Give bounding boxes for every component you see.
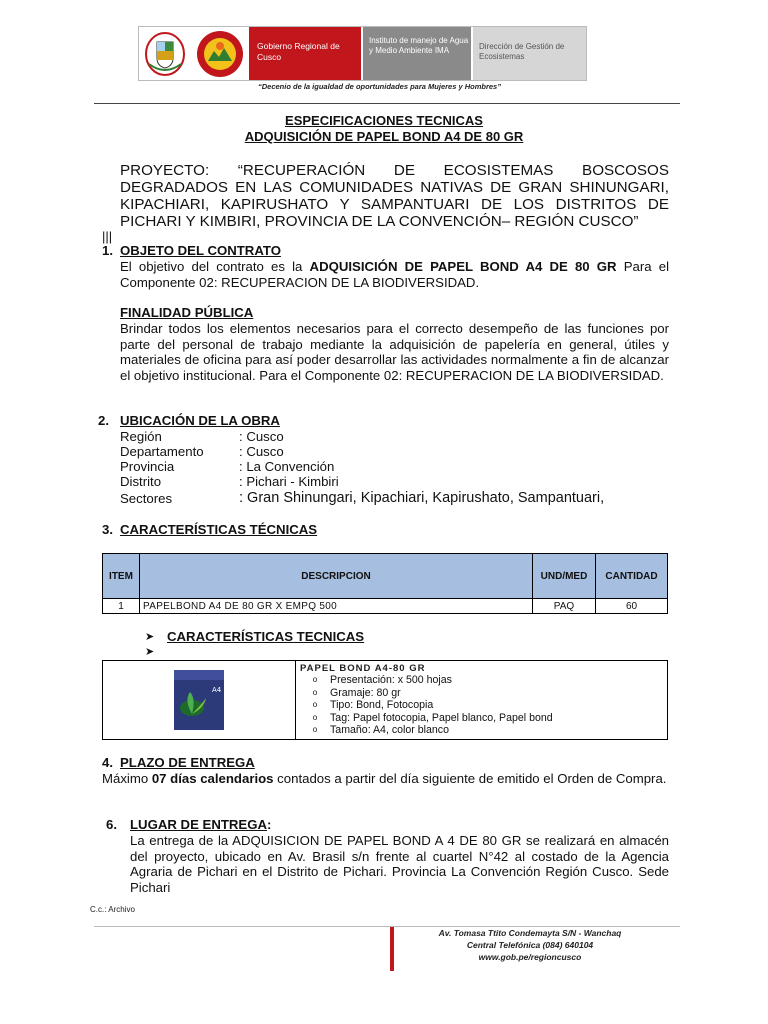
table-header-row (103, 554, 668, 599)
table-cell: PAPELBOND A4 DE 80 GR X EMPQ 500 (140, 599, 533, 614)
location-label: Provincia (120, 459, 175, 474)
bullet-icon: o (312, 700, 318, 709)
location-value: : La Convención (239, 459, 335, 474)
motto: “Decenio de la igualdad de oportunidades para Mujeres y Hombres” (258, 82, 501, 91)
sub-characteristics-title: CARACTERÍSTICAS TECNICAS (167, 629, 365, 644)
doc-title: ESPECIFICACIONES TECNICAS (285, 113, 483, 128)
bullet-icon: o (312, 687, 318, 697)
table-cell: PAQ (533, 599, 596, 614)
location-label: Distrito (120, 474, 162, 489)
finalidad-text: Brindar todos los elementos necesarios para el correcto desempeño de las funciones por parte del personal de trabajo mediante la adquisición de papelería en general, útiles y materiales de oficina para así poder desarrollar las actividades normalmente a fin de alcanzar el objetivo institucional. Para el Componente 02: RECUPERACION DE LA BIODIVERSIDAD. (120, 321, 669, 383)
section-1-title: OBJETO DEL CONTRATO (120, 243, 281, 258)
list-item: o Tipo: Bond, Fotocopia (300, 699, 667, 712)
product-specs (296, 661, 667, 739)
footer-address: Av. Tomasa Ttito Condemayta S/N - Wanchaq (438, 928, 622, 938)
header-divider (94, 103, 680, 104)
list-item: o Tamaño: A4, color blanco (300, 724, 667, 737)
location-value: : Pichari - Kimbiri (239, 474, 339, 489)
finalidad-title: FINALIDAD PÚBLICA (120, 305, 254, 320)
bullet-icon: o (312, 675, 318, 684)
direction-label: Dirección de Gestión de Ecosistemas (471, 27, 586, 80)
arrow-bullet-icon: ➤ (145, 646, 155, 658)
header-banner (138, 26, 587, 81)
section-4-number: 4. (102, 755, 113, 770)
table-header-cell: UND/MED (533, 554, 596, 599)
footer-web: www.gob.pe/regioncusco (478, 952, 582, 962)
list-item: o Presentación: x 500 hojas (300, 674, 667, 687)
section-2-title: UBICACIÓN DE LA OBRA (120, 413, 280, 428)
location-label: Región (120, 429, 162, 444)
location-value: : Cusco (239, 429, 284, 444)
table-header-cell: ITEM (103, 554, 140, 599)
project-statement: PROYECTO: “RECUPERACIÓN DE ECOSISTEMAS BOSCOSOS DEGRADADOS EN LAS COMUNIDADES NATIVAS DE GRAN SHINUNGARI, KIPACHIARI, KAPIRUSHATO Y SAMPANTUARI DE LOS DISTRITOS DE PICHARI Y KIMBIRI, PROVINCIA DE LA CONVENCIÓN– REGIÓN CUSCO” (120, 162, 669, 230)
arrow-bullet-icon: ➤ (145, 631, 155, 643)
table-row (103, 599, 668, 614)
location-label: Sectores (120, 491, 173, 506)
table-header-cell: DESCRIPCION (140, 554, 533, 599)
doc-subtitle: ADQUISICIÓN DE PAPEL BOND A4 DE 80 GR (244, 129, 524, 144)
peru-coat-of-arms-logo (139, 27, 191, 80)
section-2-number: 2. (98, 413, 109, 428)
gobierno-regional-label: Gobierno Regional de Cusco (249, 27, 361, 80)
institute-label: Instituto de manejo de Agua y Medio Ambiente IMA (361, 27, 471, 80)
section-3-number: 3. (102, 522, 113, 537)
table-header-cell: CANTIDAD (596, 554, 668, 599)
items-table (102, 553, 668, 614)
section-1-text: El objetivo del contrato es la ADQUISICIÓN DE PAPEL BOND A4 DE 80 GR Para el Componente 02: RECUPERACION DE LA BIODIVERSIDAD. (120, 259, 670, 290)
table-cell: 1 (103, 599, 140, 614)
location-value: : Gran Shinungari, Kipachiari, Kapirushato, Sampantuari, (239, 490, 605, 506)
bullet-icon: o (312, 725, 318, 734)
footer-phone: Central Telefónica (084) 640104 (466, 940, 594, 950)
gobierno-regional-cusco-logo (191, 27, 249, 80)
bullet-icon: o (312, 712, 318, 722)
product-title: PAPEL BOND A4-80 GR (300, 663, 426, 674)
section-4-text: Máximo 07 días calendarios contados a partir del día siguiente de emitido el Orden de Compra. (102, 771, 667, 786)
svg-text:A4: A4 (212, 686, 222, 694)
cc-archive: C.c.: Archivo (90, 905, 135, 914)
product-box (102, 660, 668, 740)
section-4-title: PLAZO DE ENTREGA (120, 755, 255, 770)
section-1-number: 1. (102, 243, 113, 258)
section-6-title: LUGAR DE ENTREGA: (130, 817, 272, 832)
section-3-title: CARACTERÍSTICAS TÉCNICAS (120, 522, 318, 537)
section-6-number: 6. (106, 817, 117, 832)
location-label: Departamento (120, 444, 204, 459)
list-item: o Tag: Papel fotocopia, Papel blanco, Papel bond (300, 712, 667, 725)
section-6-text: La entrega de la ADQUISICION DE PAPEL BOND A 4 DE 80 GR se realizará en almacén del proyecto, ubicado en Av. Brasil s/n frente al cuartel N°42 al costado de la Agencia Agraria de Pichari en el Distrito de Pichari. Provincia La Convención Región Cusco. Sede Pichari (130, 833, 669, 895)
footer-red-bar (390, 927, 394, 971)
table-cell: 60 (596, 599, 668, 614)
location-value: : Cusco (239, 444, 284, 459)
section-mark: ||| (102, 229, 113, 244)
paper-pack-image (103, 661, 296, 739)
footer-divider (94, 926, 680, 927)
list-item: o Gramaje: 80 gr (300, 687, 667, 700)
